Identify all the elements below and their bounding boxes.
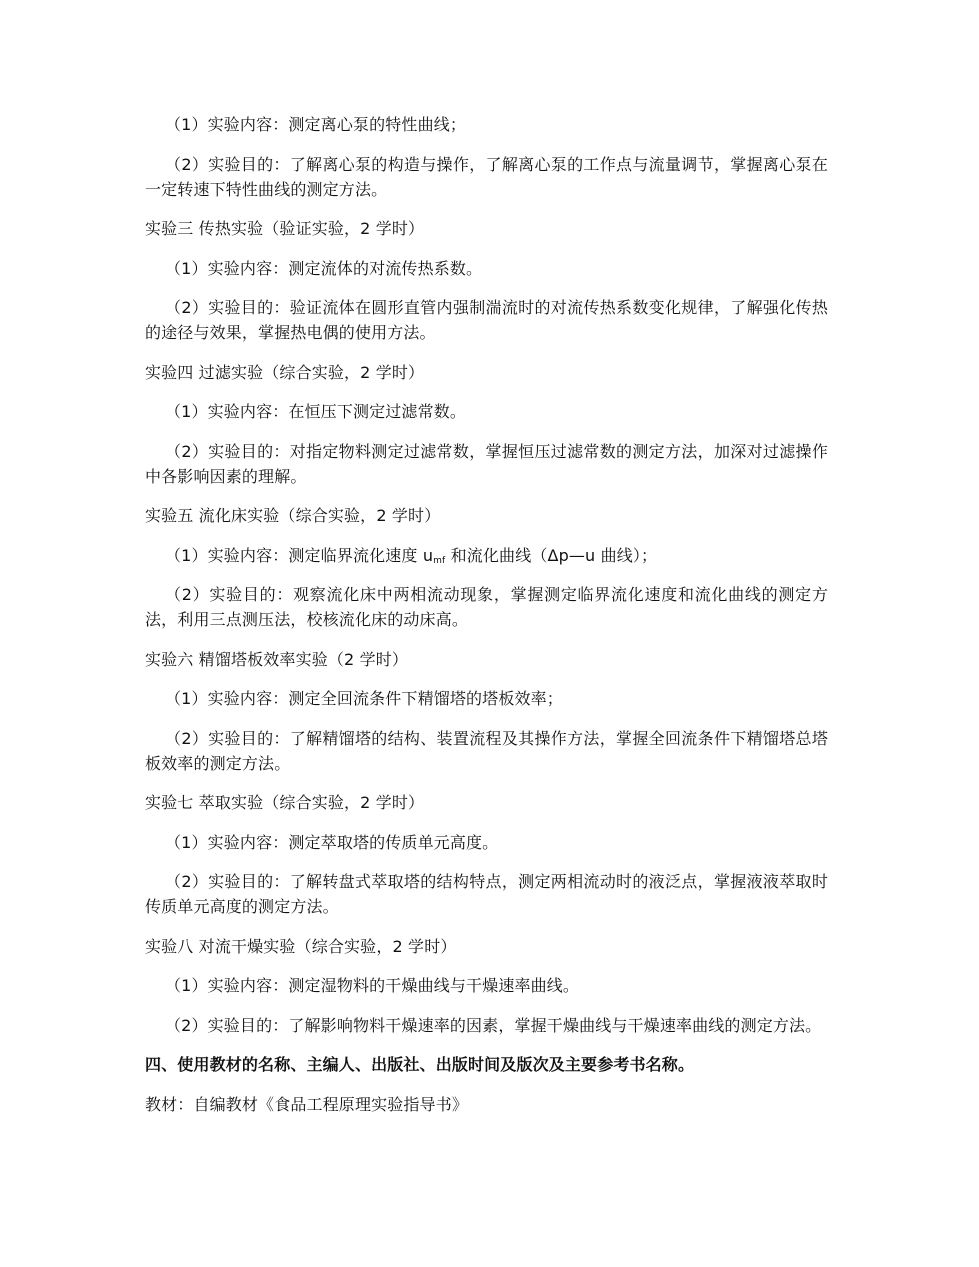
experiment-6-purpose: （2）实验目的：了解精馏塔的结构、装置流程及其操作方法，掌握全回流条件下精馏塔总塔板效率的测定方法。 — [145, 728, 828, 773]
umf-subscript: mf — [433, 555, 446, 566]
experiment-3-content: （1）实验内容：测定流体的对流传热系数。 — [165, 258, 483, 278]
pump-content: （1）实验内容：测定离心泵的特性曲线； — [165, 115, 467, 134]
experiment-4-purpose: （2）实验目的：对指定物料测定过滤常数，掌握恒压过滤常数的测定方法，加深对过滤操作中各影响因素的理解。 — [145, 441, 828, 486]
content-text-after: 和流化曲线（Δp—u 曲线）； — [445, 545, 658, 565]
experiment-4-content: （1）实验内容：在恒压下测定过滤常数。 — [165, 402, 467, 421]
experiment-8-purpose: （2）实验目的：了解影响物料干燥速率的因素，掌握干燥曲线与干燥速率曲线的测定方法。 — [165, 1015, 822, 1035]
experiment-6-title: 实验六 精馏塔板效率实验（2 学时） — [145, 649, 409, 669]
document-page — [145, 112, 828, 1131]
pump-purpose: （2）实验目的：了解离心泵的构造与操作，了解离心泵的工作点与流量调节，掌握离心泵在一定转速下特性曲线的测定方法。 — [145, 154, 828, 199]
experiment-3-title: 实验三 传热实验（验证实验，2 学时） — [145, 219, 425, 238]
experiment-7-title: 实验七 萃取实验（综合实验，2 学时） — [145, 793, 425, 812]
experiment-5-content — [145, 543, 828, 568]
experiment-7-purpose: （2）实验目的：了解转盘式萃取塔的结构特点，测定两相流动时的液泛点，掌握液液萃取时传质单元高度的测定方法。 — [145, 872, 828, 916]
experiment-5-title: 实验五 流化床实验（综合实验，2 学时） — [145, 506, 441, 525]
experiment-4-title: 实验四 过滤实验（综合实验，2 学时） — [145, 362, 425, 382]
experiment-8-content: （1）实验内容：测定湿物料的干燥曲线与干燥速率曲线。 — [165, 976, 580, 995]
content-text-before: （1）实验内容：测定临界流化速度 u — [165, 545, 434, 565]
section-4-heading: 四、使用教材的名称、主编人、出版社、出版时间及版次及主要参考书名称。 — [145, 1055, 695, 1074]
experiment-8-title: 实验八 对流干燥实验（综合实验，2 学时） — [145, 936, 457, 956]
textbook-line: 教材：自编教材《食品工程原理实验指导书》 — [145, 1094, 469, 1114]
experiment-7-content: （1）实验内容：测定萃取塔的传质单元高度。 — [165, 832, 499, 852]
experiment-6-content: （1）实验内容：测定全回流条件下精馏塔的塔板效率； — [165, 689, 563, 708]
experiment-3-purpose: （2）实验目的：验证流体在圆形直管内强制湍流时的对流传热系数变化规律，了解强化传热的途径与效果，掌握热电偶的使用方法。 — [145, 298, 828, 342]
experiment-5-purpose: （2）实验目的：观察流化床中两相流动现象，掌握测定临界流化速度和流化曲线的测定方法，利用三点测压法，校核流化床的动床高。 — [145, 585, 828, 629]
